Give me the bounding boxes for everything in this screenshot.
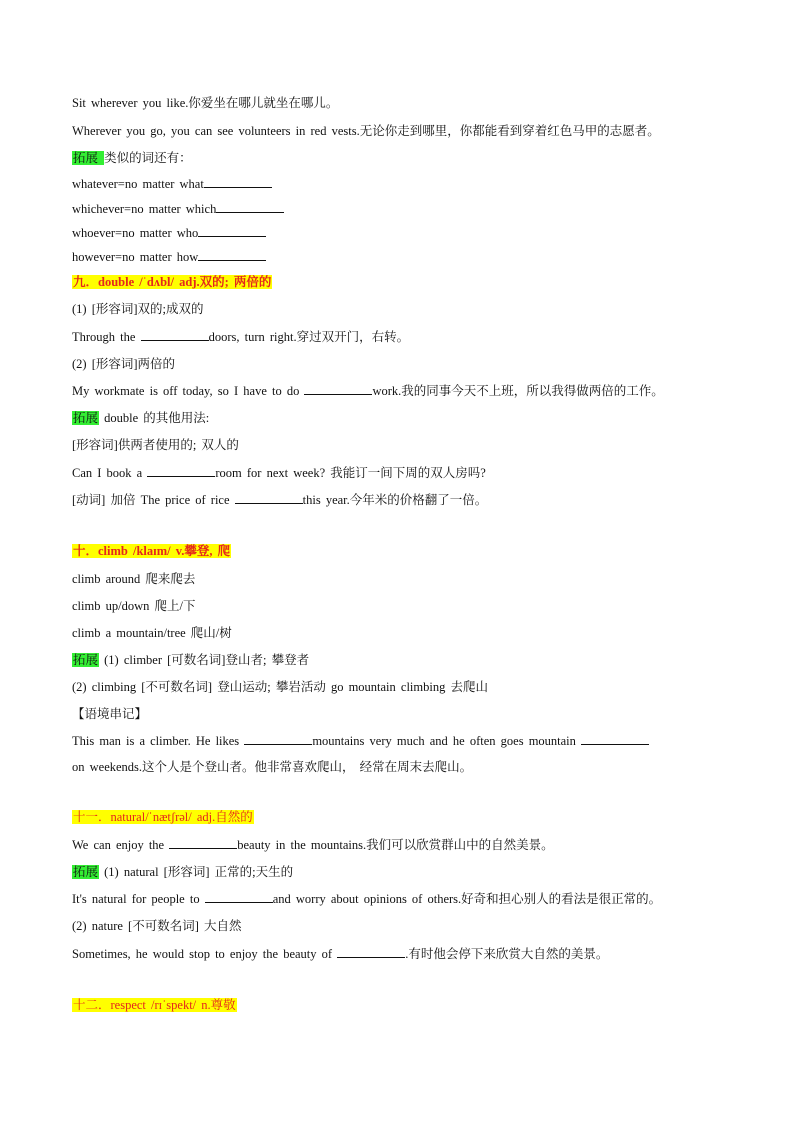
- example-sentence: Can I book a room for next week? 我能订一间下周的双人房吗?: [72, 466, 486, 480]
- extension-text: 类似的词还有：: [104, 151, 192, 165]
- example-sentence: [动词] 加倍 The price of rice this year.今年米的价格翻了一倍。: [72, 493, 488, 507]
- example-sentence: Wherever you go, you can see volunteers in red vests.无论你走到哪里，你都能看到穿着红色马甲的志愿者。: [72, 124, 660, 138]
- extension-line: (2) nature [不可数名词] 大自然: [72, 919, 242, 933]
- section-heading: 十．climb /klaɪm/ v.攀登, 爬: [73, 544, 231, 558]
- extension-label: 拓展: [73, 151, 104, 165]
- example-sentence: My workmate is off today, so I have to do work.我的同事今天不上班，所以我得做两倍的工作。: [72, 384, 664, 398]
- phrase-line: climb up/down 爬上/下: [72, 599, 196, 613]
- similar-word: whatever=no matter what: [72, 175, 272, 193]
- example-sentence: This man is a climber. He likes mountains very much and he often goes mountain: [72, 732, 649, 750]
- extension-line: [72, 149, 192, 167]
- sense-line: (1) [形容词]双的;成双的: [72, 302, 204, 316]
- extension-line: 拓展 (1) climber [可数名词]登山者; 攀登者: [73, 653, 310, 667]
- sense-line: [形容词]供两者使用的; 双人的: [72, 438, 239, 452]
- extension-line: 拓展 double 的其他用法:: [73, 411, 210, 425]
- extension-label: 拓展: [73, 653, 99, 667]
- similar-word: however=no matter how: [72, 248, 266, 266]
- similar-word: whichever=no matter which: [72, 200, 284, 218]
- extension-label: 拓展: [73, 865, 99, 879]
- extension-label: 拓展: [73, 411, 99, 425]
- example-sentence: Through the doors, turn right.穿过双开门，右转。: [72, 330, 410, 344]
- phrase-line: climb around 爬来爬去: [72, 572, 196, 586]
- example-sentence: Sometimes, he would stop to enjoy the beauty of .有时他会停下来欣赏大自然的美景。: [72, 947, 609, 961]
- similar-word: whoever=no matter who: [72, 224, 266, 242]
- example-sentence: Sit wherever you like.你爱坐在哪儿就坐在哪儿。: [72, 96, 339, 110]
- example-sentence: on weekends.这个人是个登山者。他非常喜欢爬山， 经常在周末去爬山。: [72, 760, 473, 774]
- section-heading: 十一．natural/ˈnætʃrəl/ adj.自然的: [73, 810, 253, 824]
- sense-line: (2) [形容词]两倍的: [72, 357, 176, 371]
- phrase-line: climb a mountain/tree 爬山/树: [72, 626, 232, 640]
- section-heading: 十二．respect /rɪˈspekt/ n.尊敬: [73, 998, 236, 1012]
- extension-line: (2) climbing [不可数名词] 登山运动; 攀岩活动 go mountain climbing 去爬山: [72, 680, 488, 694]
- section-heading: 九．double /ˈdʌbl/ adj.双的; 两倍的: [73, 275, 272, 289]
- example-sentence: It's natural for people to and worry about opinions of others.好奇和担心别人的看法是很正常的。: [72, 892, 662, 906]
- example-sentence: We can enjoy the beauty in the mountains.我们可以欣赏群山中的自然美景。: [72, 838, 554, 852]
- context-title: 【语境串记】: [72, 707, 148, 721]
- extension-line: 拓展 (1) natural [形容词] 正常的;天生的: [73, 865, 294, 879]
